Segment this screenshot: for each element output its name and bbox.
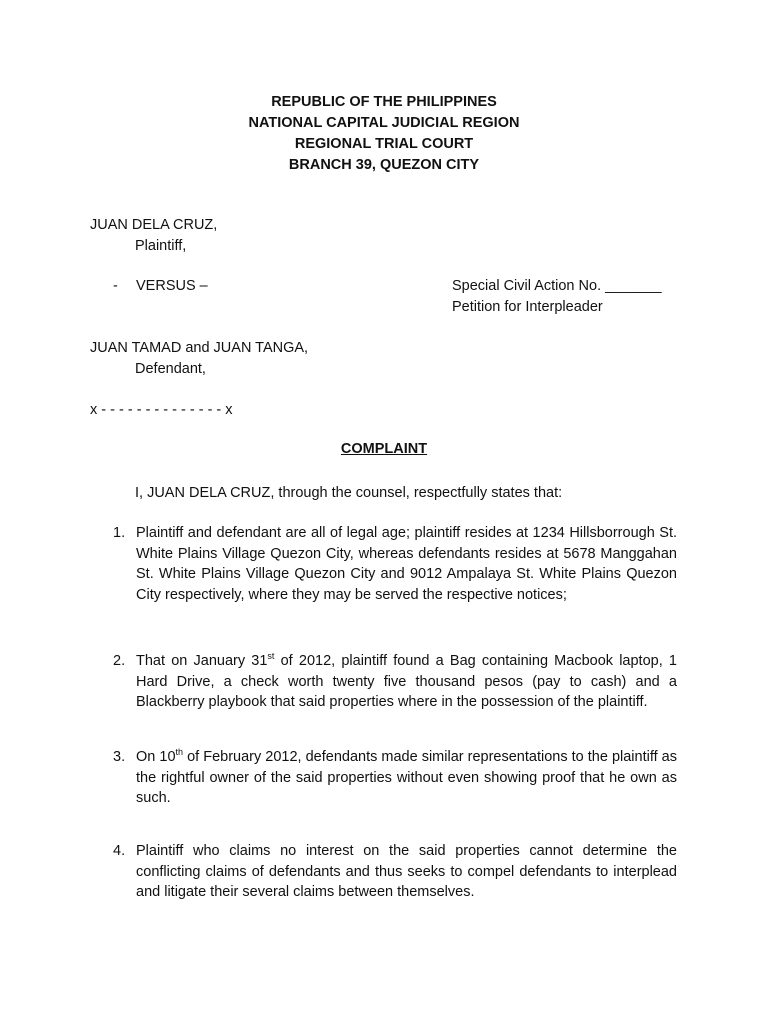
paragraph-text [136, 651, 677, 713]
paragraph-text-rest: of 2012, plaintiff found a Bag containing Macbook laptop, 1 Hard Drive, a check worth twenty five thousand pesos (pay to cash) and a Blackberry playbook that said properties where in the possession of the plaintiff. [136, 653, 677, 710]
court-header [0, 92, 768, 176]
paragraph-2 [113, 651, 677, 713]
defendant-role: Defendant, [135, 361, 206, 377]
ordinal-suffix: th [175, 747, 184, 758]
defendant-name: JUAN TAMAD and JUAN TANGA, [90, 340, 309, 356]
paragraph-text-start: That on January 31 [136, 653, 268, 669]
case-number-label: Special Civil Action No. _______ [452, 278, 662, 294]
ordinal-suffix: st [267, 651, 275, 662]
paragraph-1 [113, 523, 677, 605]
paragraph-text-rest: of February 2012, defendants made similar representations to the plaintiff as the rightful owner of the said properties without even showing proof that he own as such. [136, 749, 677, 806]
header-republic: REPUBLIC OF THE PHILIPPINES [271, 94, 497, 110]
paragraph-3 [113, 747, 677, 809]
paragraph-text: Plaintiff and defendant are all of legal age; plaintiff resides at 1234 Hillsborrough St. White Plains Village Quezon City, whereas defendants resides at 5678 Manggahan St. White Plains Village Quezon City and 9012 Ampalaya St. White Plains Quezon City respectively, where they may be served the respective notices; [136, 525, 677, 603]
intro-text: I, JUAN DELA CRUZ, through the counsel, respectfully states that: [135, 485, 563, 501]
header-branch: BRANCH 39, QUEZON CITY [288, 157, 480, 173]
paragraph-number: 2. [113, 653, 126, 669]
paragraph-text: Plaintiff who claims no interest on the said properties cannot determine the conflicting claims of defendants and thus seeks to compel defendants to interplead and litigate their several claims between themselves. [136, 843, 677, 900]
versus-dash: - [113, 278, 118, 294]
paragraph-number: 3. [113, 749, 126, 765]
complaint-title: COMPLAINT [340, 441, 428, 457]
versus-label: VERSUS – [136, 278, 208, 294]
paragraph-text-start: On 10 [136, 749, 176, 765]
header-court: REGIONAL TRIAL COURT [294, 136, 474, 152]
header-region: NATIONAL CAPITAL JUDICIAL REGION [248, 115, 520, 131]
paragraph-4 [113, 841, 677, 903]
paragraph-number: 4. [113, 843, 126, 859]
plaintiff-role: Plaintiff, [135, 238, 187, 254]
plaintiff-name: JUAN DELA CRUZ, [90, 217, 218, 233]
case-type: Petition for Interpleader [452, 299, 603, 315]
paragraph-text [136, 747, 677, 809]
paragraph-number: 1. [113, 525, 126, 541]
caption-separator: x - - - - - - - - - - - - - - x [90, 402, 233, 418]
